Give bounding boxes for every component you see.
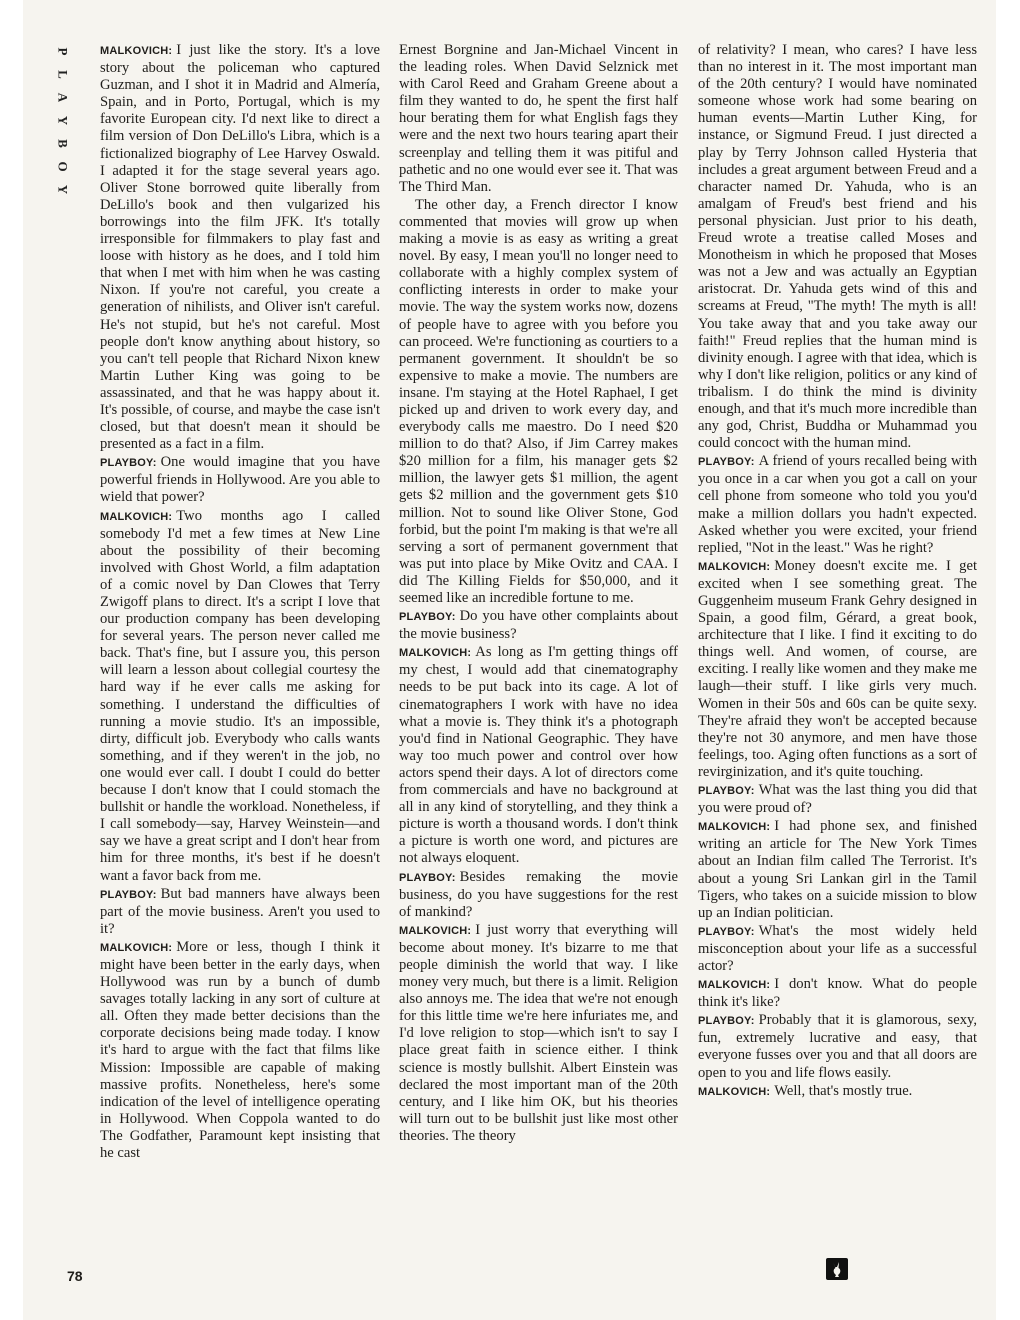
rabbit-head-icon	[826, 1258, 848, 1280]
interview-paragraph	[100, 886, 380, 938]
interview-paragraph	[399, 922, 678, 1145]
interview-paragraph	[100, 939, 380, 1162]
speaker-label: MALKOVICH:	[100, 45, 173, 57]
paragraph-text: One would imagine that you have powerful friends in Hollywood. Are you able to wield that power?	[100, 454, 380, 506]
interview-paragraph	[698, 976, 977, 1011]
interview-paragraph	[698, 42, 977, 452]
interview-paragraph	[399, 869, 678, 921]
text-column-3	[698, 42, 977, 1294]
paragraph-text: Do you have other complaints about the movie business?	[399, 608, 678, 643]
speaker-label: PLAYBOY:	[698, 925, 755, 938]
magazine-name-letter: L	[55, 70, 71, 79]
interview-paragraph	[399, 644, 678, 867]
speaker-label: PLAYBOY:	[698, 1015, 755, 1028]
interview-paragraph	[698, 558, 977, 781]
magazine-name-letter: A	[55, 92, 71, 103]
interview-paragraph	[100, 454, 380, 506]
paragraph-text: What was the last thing you did that you were proud of?	[698, 782, 977, 817]
interview-paragraph	[698, 782, 977, 817]
speaker-label: MALKOVICH:	[399, 647, 472, 660]
paragraph-text: As long as I'm getting things off my chest, I would add that cinematography needs to be put back into its cage. A lot of cinematographers I work with have no idea what a movie is. They think it's a photograph you'd find in National Geographic. They have way too much power and control over how actors spend their days. A lot of directors come from commercials and have no background at all in any kind of storytelling, and they think a picture is worth a thousand words. I don't think a picture is worth one word, and pictures are not always eloquent.	[399, 644, 678, 867]
paragraph-text: Ernest Borgnine and Jan-Michael Vincent in the leading roles. When David Selznick met with Carol Reed and Graham Greene about a film they wanted to do, he spent the first half hour berating them for what English fags they were and the next two hours tearing apart their screenplay and telling them it was pitiful and pathetic and no one would ever see it. That was The Third Man.	[399, 42, 678, 195]
paragraph-text: More or less, though I think it might have been better in the early days, when Hollywood was run by a bunch of dumb savages totally lacking in any sort of culture at all. Often they made better decisions than the corporate decisions being made today. I know it's hard to argue with the fact that films like Mission: Impossible are capable of making massive profits. Nonetheless, here's some indication of the level of intelligence operating in Hollywood. When Coppola wanted to do The Godfather, Paramount kept insisting that he cast	[100, 938, 380, 1161]
magazine-name-letter: P	[55, 47, 71, 56]
interview-paragraph	[399, 197, 678, 607]
paragraph-text: Besides remaking the movie business, do you have suggestions for the rest of mankind?	[399, 868, 678, 920]
interview-paragraph	[399, 42, 678, 196]
interview-paragraph	[698, 818, 977, 922]
speaker-label: MALKOVICH:	[698, 560, 771, 573]
paragraph-text: I had phone sex, and finished writing an article for The New York Times about an Indian film called The Terrorist. It's about a young Sri Lankan girl in the Tamil Tigers, who takes on a suicide mission to blow up an Indian politician.	[698, 818, 977, 921]
speaker-label: PLAYBOY:	[100, 888, 157, 901]
text-column-1	[100, 42, 380, 1294]
interview-paragraph	[100, 508, 380, 885]
magazine-name-letter: O	[55, 161, 71, 172]
magazine-name-letter: B	[55, 139, 71, 148]
magazine-page	[23, 0, 996, 1320]
paragraph-text: Money doesn't excite me. I get excited when I see something great. The Guggenheim museum Frank Gehry designed in Spain, a good film, Gérard, a great book, architecture that I like. I find it exciting to do things well. And women, of course, are exciting. I really like women and they make me laugh—their stuff. I like girls very much. Women in their 50s and 60s can be quite sexy. They're afraid they won't be accepted because they're not 30 anymore, and men have those feelings, too. Aging often functions as a sort of revirginization, and it's quite touching.	[698, 557, 977, 780]
magazine-name-letter: Y	[55, 115, 71, 126]
paragraph-text: Well, that's mostly true.	[774, 1082, 913, 1099]
speaker-label: MALKOVICH:	[100, 510, 173, 523]
paragraph-text: Probably that it is glamorous, sexy, fun, extremely lucrative and easy, that everyone fusses over you and that all doors are open to you and life flows easily.	[698, 1012, 977, 1081]
paragraph-text: of relativity? I mean, who cares? I have less than no interest in it. The most important man of the 20th century? I would have nominated someone whose work had some bearing on human events—Martin Luther King, for instance, or Sigmund Freud. I just directed a play by Terry Johnson called Hysteria that includes a great argument between Freud and a character named Dr. Yahuda, who is an amalgam of Freud's best friend and his personal physician. Just prior to his death, Freud wrote a treatise called Moses and Monotheism in which he proposed that Moses was not a Jew and was actually an Egyptian aristocrat. Dr. Yahuda gets wind of this and screams at Freud, "The myth! The myth is all! You take away that and you take away our faith!" Freud replies that the human mind is divinity enough. I agree with that idea, which is why I don't like religion, politics or any kind of tribalism. I do think the mind is divinity enough, and that it's much more incredible than any god, Christ, Buddha or Muhammad you could concoct with the human mind.	[698, 42, 977, 452]
paragraph-text: But bad manners have always been part of the movie business. Aren't you used to it?	[100, 885, 380, 937]
paragraph-text: A friend of yours recalled being with you once in a car when you got a call on your cell phone from someone who told you you'd make a million dollars you hadn't expected. Asked whether you were excited, your friend replied, "Not in the least." Was he right?	[698, 453, 977, 556]
paragraph-text: I don't know. What do people think it's like?	[698, 976, 977, 1011]
magazine-name-letter: Y	[55, 184, 71, 195]
interview-paragraph	[698, 453, 977, 557]
paragraph-text: The other day, a French director I know commented that movies will grow up when making a movie is as easy as writing a great novel. By easy, I mean you'll no longer need to collaborate with a highly complex system of conflicting interests in order to make your movie. The way the system works now, dozens of people have to agree with you before you can proceed. We're functioning as courtiers to a permanent government. It shouldn't be so expensive to make a movie. The numbers are insane. I'm staying at the Hotel Raphael, I get picked up and driven to work every day, and everybody calls me maestro. Do I need $20 million to do that? Also, if Jim Carrey makes $20 million for a film, his manager gets $2 million, the lawyer gets $1 million, the agent gets $2 million and the government gets $10 million. Not to sound like Oliver Stone, God forbid, but the point I'm making is that we're all serving a sort of permanent government that was put into place by Mike Ovitz and CAA. I did The Killing Fields for $50,000, and it seemed like an incredible fortune to me.	[399, 196, 678, 606]
speaker-label: PLAYBOY:	[698, 785, 755, 798]
speaker-label: PLAYBOY:	[698, 456, 755, 469]
paragraph-text: What's the most widely held misconception about your life as a successful actor?	[698, 922, 977, 974]
interview-paragraph	[399, 608, 678, 643]
speaker-label: MALKOVICH:	[698, 1085, 771, 1098]
page-number: 78	[67, 1268, 83, 1284]
interview-paragraph	[698, 923, 977, 975]
speaker-label: PLAYBOY:	[399, 611, 456, 624]
interview-paragraph	[698, 1012, 977, 1081]
interview-paragraph	[100, 42, 380, 453]
speaker-label: PLAYBOY:	[399, 871, 456, 884]
paragraph-text: I just worry that everything will become about money. It's bizarre to me that people diminish the world that way. I like money very much, but there is a limit. Religion also annoys me. The idea that we're not enough for this little time we're here infuriates me, and I'd love religion to stop—which isn't to say I place great faith in science either. I think science is mostly bullshit. Albert Einstein was declared the most important man of the 20th century, and I like him OK, but his theories will turn out to be bullshit just like most other theories. The theory	[399, 921, 678, 1144]
speaker-label: MALKOVICH:	[698, 979, 771, 992]
paragraph-text: I just like the story. It's a love story about the policeman who captured Guzman, and I shot it in Madrid and Almería, Spain, and in Porto, Portugal, which is my favorite European city. I'd next like to direct a film version of Don DeLillo's Libra, which is a fictionalized biography of Lee Harvey Oswald. I adapted it for the stage several years ago. Oliver Stone borrowed quite liberally from DeLillo's book and then vulgarized his borrowings into the film JFK. It's totally irresponsible for filmmakers to play fast and loose with history as he does, and I told him that when I met with him when he was casting Nixon. If you're not careful, you create a generation of nihilists, and Oliver isn't careful. He's not stupid, but he's not careful. Most people don't know anything about history, so you can't tell people that Richard Nixon knew Martin Luther King was going to be assassinated, and that he was happy about it. It's possible, of course, and maybe the case isn't closed, but that doesn't mean it should be presented as a fact in a film.	[100, 42, 380, 453]
speaker-label: MALKOVICH:	[399, 924, 472, 937]
interview-paragraph	[698, 1083, 977, 1101]
speaker-label: MALKOVICH:	[100, 941, 173, 954]
speaker-label: MALKOVICH:	[698, 821, 771, 834]
speaker-label: PLAYBOY:	[100, 457, 157, 470]
sidebar-magazine-name	[53, 40, 73, 201]
text-column-2	[399, 42, 678, 1294]
paragraph-text: Two months ago I called somebody I'd met a few times at New Line about the possibility of their becoming involved with Ghost World, a film adaptation of a comic novel by Dan Clowes that Terry Zwigoff plans to direct. It's a script I love that our production company has been developing for several years. The person never called me back. That's fine, but I assure you, this person will learn a lesson about collegial courtesy the hard way if he ever calls me asking for something. I understand the difficulties of running a movie studio. It's an impossible, dirty, difficult job. Everybody who calls wants something, and if they weren't in the job, no one would ever call. I doubt I could do better because I don't know that I could stomach the bullshit or handle the workload. Nonetheless, if I call somebody—say, Harvey Weinstein—and say we have a great script and I don't hear from him for three months, it's best if he doesn't want a favor back from me.	[100, 507, 380, 884]
